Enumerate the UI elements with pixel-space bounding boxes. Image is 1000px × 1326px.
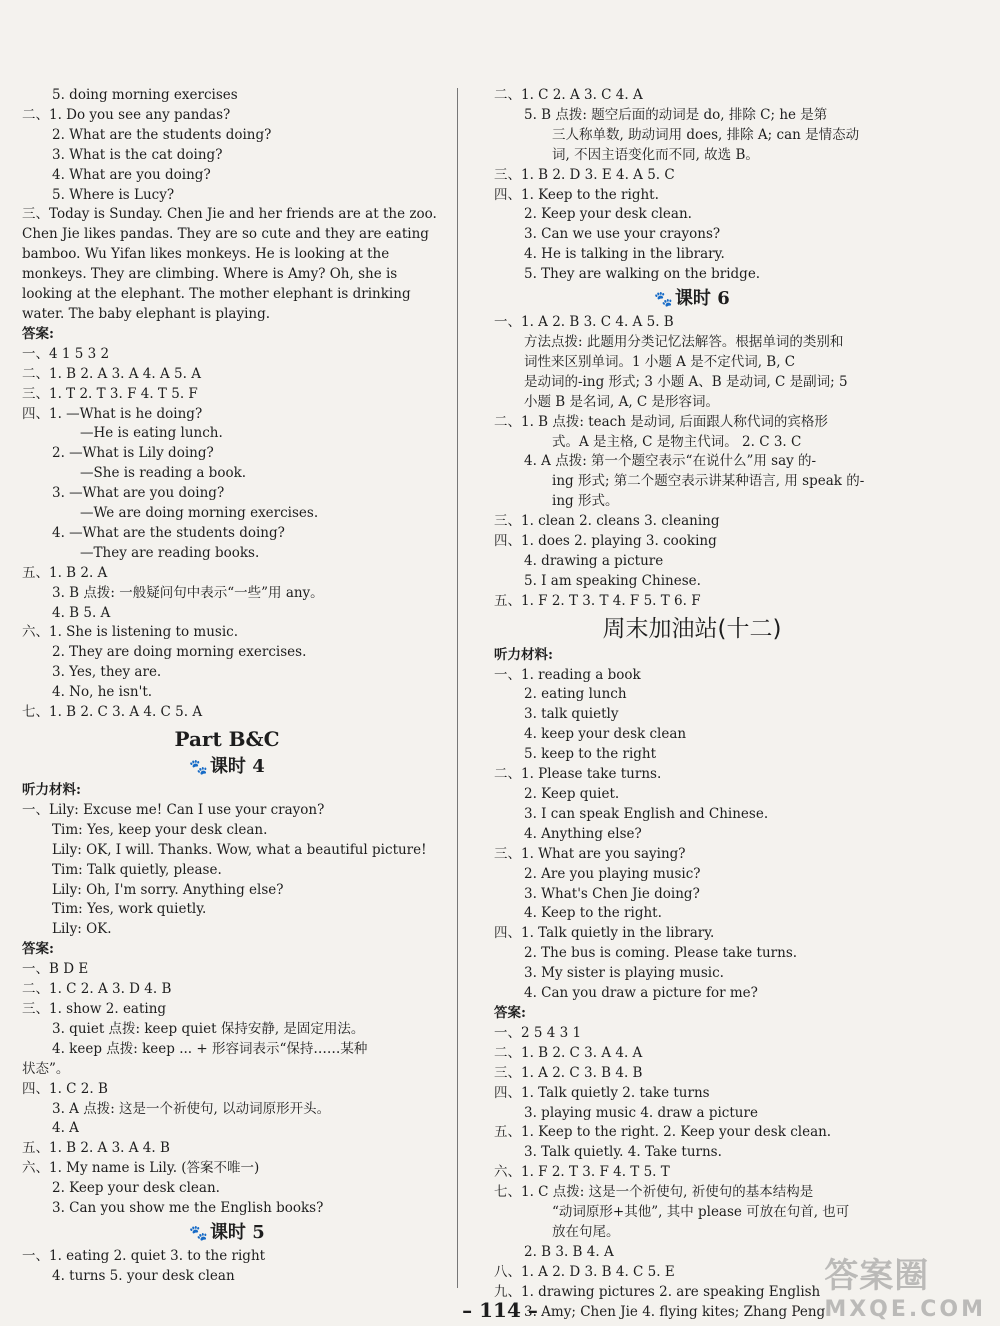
line-text: 二、1. Please take turns. <box>494 766 662 783</box>
answer-line <box>494 353 890 373</box>
line-text: 三、1. T 2. T 3. F 4. T 5. F <box>22 385 198 402</box>
answer-line <box>494 805 890 825</box>
line-text: 3. Yes, they are. <box>52 664 162 681</box>
line-text: 二、1. B 2. A 3. A 4. A 5. A <box>22 365 201 382</box>
line-text: 周末加油站(十二) <box>602 615 782 642</box>
line-text: 4. keep 点拨: keep ... + 形容词表示“保持……某种 <box>52 1040 368 1057</box>
line-text: 一、2 5 4 3 1 <box>494 1024 582 1041</box>
line-text: 2. Keep quiet. <box>524 786 620 802</box>
line-text: 2. Are you playing music? <box>524 865 701 882</box>
answer-line <box>22 385 432 405</box>
line-text: 一、B D E <box>22 961 89 978</box>
line-text: Lily: OK. <box>52 921 112 938</box>
line-text: 五、1. Keep to the right. 2. Keep your desk clean. <box>494 1124 832 1141</box>
line-text: 三、Today is Sunday. Chen Jie and her friends are at the zoo. <box>22 206 437 223</box>
answer-line <box>494 825 890 845</box>
line-text: 5. Where is Lucy? <box>52 186 175 203</box>
answer-line <box>22 821 432 841</box>
line-text: 5. B 点拨: 题空后面的动词是 do, 排除 C; he 是第 <box>524 106 828 123</box>
section-label <box>22 940 432 960</box>
line-text: 五、1. F 2. T 3. T 4. F 5. T 6. F <box>494 592 701 609</box>
answer-line <box>22 663 432 683</box>
watermark <box>824 1248 986 1322</box>
line-text: 小题 B 是名词, A, C 是形容词。 <box>524 393 720 410</box>
weekend-heading <box>494 612 890 646</box>
answer-line <box>22 1020 432 1040</box>
answer-line <box>22 900 432 920</box>
page-number: – 114 – <box>462 1298 538 1322</box>
answer-line <box>22 1179 432 1199</box>
answer-line <box>494 106 890 126</box>
answer-line <box>22 1060 432 1080</box>
answer-line <box>22 106 432 126</box>
watermark-sub: MXQE.COM <box>824 1297 986 1322</box>
answer-line <box>494 186 890 206</box>
line-text: Chen Jie likes pandas. They are so cute and they are eating <box>22 226 429 243</box>
section-label <box>494 1004 890 1024</box>
answer-line <box>494 333 890 353</box>
answer-line <box>494 512 890 532</box>
line-text: 3. Amy; Chen Jie 4. flying kites; Zhang Peng <box>524 1303 826 1320</box>
line-text: 一、1. A 2. B 3. C 4. A 5. B <box>494 314 674 331</box>
line-text: 5. doing morning exercises <box>52 87 238 103</box>
answer-line <box>494 313 890 333</box>
line-text: 3. My sister is playing music. <box>524 965 724 982</box>
line-text: 3. What's Chen Jie doing? <box>524 885 700 902</box>
line-text: 4. What are you doing? <box>52 166 211 183</box>
answer-line <box>22 881 432 901</box>
answer-line <box>494 592 890 612</box>
line-text: 4. Can you draw a picture for me? <box>524 985 758 1002</box>
answer-line <box>494 1183 890 1203</box>
line-text: 5. They are walking on the bridge. <box>524 266 761 283</box>
line-text: 四、1. does 2. playing 3. cooking <box>494 533 717 550</box>
line-text: looking at the elephant. The mother elephant is drinking <box>22 286 411 303</box>
answer-line <box>494 745 890 765</box>
line-text: —He is eating lunch. <box>80 425 223 442</box>
answer-line <box>494 845 890 865</box>
answer-line <box>22 365 432 385</box>
answer-line <box>494 725 890 745</box>
answer-line <box>22 504 432 524</box>
line-text: 4. —What are the students doing? <box>52 524 285 541</box>
answer-line <box>494 146 890 166</box>
line-text: 二、1. C 2. A 3. C 4. A <box>494 87 643 103</box>
line-text: 4. Anything else? <box>524 825 642 842</box>
answer-line <box>22 444 432 464</box>
lesson-heading <box>22 1219 432 1247</box>
answer-line <box>494 1123 890 1143</box>
answer-line <box>22 245 432 265</box>
line-text: 4. drawing a picture <box>524 552 664 569</box>
answer-line <box>494 1203 890 1223</box>
answer-line <box>494 552 890 572</box>
line-text: ing 形式; 第二个题空表示讲某种语言, 用 speak 的- <box>552 473 865 490</box>
right-column <box>494 86 890 1322</box>
answer-line <box>494 685 890 705</box>
answer-line <box>22 861 432 881</box>
line-text: 4. A 点拨: 第一个题空表示“在说什么”用 say 的- <box>524 453 817 470</box>
answer-line <box>22 1040 432 1060</box>
answer-line <box>22 1139 432 1159</box>
line-text: 二、1. B 2. C 3. A 4. A <box>494 1044 643 1061</box>
line-text: 3. quiet 点拨: keep quiet 保持安静, 是固定用法。 <box>52 1020 365 1037</box>
line-text: 2. Keep your desk clean. <box>52 1180 220 1197</box>
answer-line <box>494 984 890 1004</box>
line-text: 3. B 点拨: 一般疑问句中表示“一些”用 any。 <box>52 584 324 601</box>
line-text: 四、1. Talk quietly 2. take turns <box>494 1084 710 1101</box>
answer-line <box>22 1199 432 1219</box>
line-text: 二、1. C 2. A 3. D 4. B <box>22 981 172 998</box>
line-text: 2. eating lunch <box>524 686 627 703</box>
answer-line <box>22 1119 432 1139</box>
line-text: Part B&C <box>174 727 280 751</box>
line-text: —They are reading books. <box>80 544 260 561</box>
line-text: 一、4 1 5 3 2 <box>22 345 110 362</box>
line-text: 课时 4 <box>209 756 265 777</box>
answer-line <box>494 413 890 433</box>
line-text: 词, 不因主语变化而不同, 故选 B。 <box>552 146 759 163</box>
line-text: 三人称单数, 助动词用 does, 排除 A; can 是情态动 <box>552 126 860 143</box>
answer-line <box>22 484 432 504</box>
line-text: 4. keep your desk clean <box>524 726 687 743</box>
answer-line <box>22 285 432 305</box>
line-text: “动词原形+其他”, 其中 please 可放在句首, 也可 <box>552 1204 850 1221</box>
line-text: monkeys. They are climbing. Where is Amy? Oh, she is <box>22 266 398 283</box>
line-text: Lily: Oh, I'm sorry. Anything else? <box>52 881 284 898</box>
line-text: 三、1. A 2. C 3. B 4. B <box>494 1064 643 1081</box>
answer-line <box>22 1100 432 1120</box>
answer-line <box>494 572 890 592</box>
answer-line <box>22 1159 432 1179</box>
line-text: 2. The bus is coming. Please take turns. <box>524 945 798 962</box>
line-text: 听力材料: <box>22 782 81 798</box>
section-label <box>494 646 890 666</box>
answer-line <box>22 643 432 663</box>
line-text: 答案: <box>494 1004 526 1021</box>
answer-line <box>494 765 890 785</box>
answer-line <box>494 964 890 984</box>
column-divider <box>457 88 458 1288</box>
line-text: 4. Keep to the right. <box>524 905 662 922</box>
line-text: 课时 5 <box>209 1221 265 1243</box>
answer-line <box>22 464 432 484</box>
line-text: 4. B 5. A <box>52 604 111 621</box>
answer-line <box>22 126 432 146</box>
answer-line <box>22 405 432 425</box>
answer-line <box>494 944 890 964</box>
section-label <box>22 325 432 345</box>
line-text: 4. He is talking in the library. <box>524 246 725 263</box>
line-text: 3. A 点拨: 这是一个祈使句, 以动词原形开头。 <box>52 1100 331 1117</box>
line-text: 答案: <box>22 325 54 342</box>
answer-line <box>494 86 890 106</box>
answer-line <box>22 1267 432 1287</box>
line-text: 三、1. show 2. eating <box>22 1000 167 1017</box>
answer-line <box>22 544 432 564</box>
answer-line <box>22 186 432 206</box>
answer-line <box>22 801 432 821</box>
lesson-heading <box>22 753 432 781</box>
answer-line <box>494 205 890 225</box>
line-text: 3. Can you show me the English books? <box>52 1200 324 1217</box>
line-text: 四、1. Keep to the right. <box>494 186 659 203</box>
line-text: Tim: Yes, keep your desk clean. <box>52 821 268 838</box>
line-text: 六、1. She is listening to music. <box>22 624 238 641</box>
answer-line <box>22 623 432 643</box>
line-text: 4. No, he isn't. <box>52 684 153 701</box>
answer-line <box>494 492 890 512</box>
line-text: 4. turns 5. your desk clean <box>52 1267 235 1284</box>
line-text: 放在句尾。 <box>552 1223 620 1240</box>
line-text: 3. I can speak English and Chinese. <box>524 805 769 822</box>
answer-line <box>22 1000 432 1020</box>
line-text: 课时 6 <box>674 288 730 310</box>
answer-line <box>494 1044 890 1064</box>
answer-line <box>494 472 890 492</box>
answer-line <box>494 666 890 686</box>
line-text: 2. B 3. B 4. A <box>524 1243 614 1260</box>
answer-line <box>494 265 890 285</box>
answer-line <box>494 373 890 393</box>
line-text: Tim: Talk quietly, please. <box>52 861 222 878</box>
line-text: 3. Talk quietly. 4. Take turns. <box>524 1144 722 1161</box>
answer-line <box>22 205 437 225</box>
line-text: 3. —What are you doing? <box>52 485 225 502</box>
line-text: Lily: OK, I will. Thanks. Wow, what a beautiful picture! <box>52 841 427 858</box>
answer-line <box>494 126 890 146</box>
answer-line <box>494 1064 890 1084</box>
line-text: 一、Lily: Excuse me! Can I use your crayon? <box>22 801 325 818</box>
line-text: 四、1. —What is he doing? <box>22 405 203 422</box>
section-heading <box>22 725 432 753</box>
answer-line <box>22 524 432 544</box>
line-text: 五、1. B 2. A <box>22 564 108 581</box>
answer-line <box>494 166 890 186</box>
answer-line <box>494 1104 890 1124</box>
line-text: 五、1. B 2. A 3. A 4. B <box>22 1140 170 1157</box>
line-text: 听力材料: <box>494 646 553 663</box>
line-text: 六、1. F 2. T 3. F 4. T 5. T <box>494 1164 670 1181</box>
answer-line <box>22 564 432 584</box>
line-text: 二、1. B 点拨: teach 是动词, 后面跟人称代词的宾格形 <box>494 413 828 430</box>
watermark-main: 答案圈 <box>824 1256 930 1296</box>
answer-line <box>494 452 890 472</box>
line-text: bamboo. Wu Yifan likes monkeys. He is looking at the <box>22 246 390 263</box>
lesson-heading <box>494 285 890 313</box>
answer-line <box>494 785 890 805</box>
answer-line <box>494 225 890 245</box>
line-text: 三、1. What are you saying? <box>494 845 686 862</box>
section-label <box>22 781 432 801</box>
line-text: 2. They are doing morning exercises. <box>52 644 307 661</box>
left-column <box>22 86 437 1287</box>
line-text: 5. keep to the right <box>524 746 657 763</box>
line-text: 3. What is the cat doing? <box>52 146 223 163</box>
paw-icon: 🐾 <box>189 1223 208 1242</box>
line-text: 2. —What is Lily doing? <box>52 445 214 462</box>
answer-line <box>494 393 890 413</box>
line-text: 一、1. reading a book <box>494 666 641 683</box>
line-text: 5. I am speaking Chinese. <box>524 572 701 589</box>
line-text: 2. What are the students doing? <box>52 126 272 143</box>
line-text: 三、1. clean 2. cleans 3. cleaning <box>494 513 720 530</box>
answer-line <box>22 584 432 604</box>
answer-line <box>494 705 890 725</box>
answer-line <box>22 703 432 723</box>
answer-line <box>22 424 432 444</box>
answer-line <box>494 885 890 905</box>
answer-line <box>494 904 890 924</box>
answer-line <box>494 1024 890 1044</box>
answer-line <box>22 1080 432 1100</box>
line-text: 3. talk quietly <box>524 706 619 723</box>
line-text: 状态”。 <box>22 1060 70 1077</box>
line-text: 九、1. drawing pictures 2. are speaking English <box>494 1283 821 1300</box>
line-text: 八、1. A 2. D 3. B 4. C 5. E <box>494 1263 675 1280</box>
line-text: 四、1. Talk quietly in the library. <box>494 925 715 942</box>
line-text: Tim: Yes, work quietly. <box>52 901 207 918</box>
line-text: 3. playing music 4. draw a picture <box>524 1104 758 1121</box>
answer-line <box>494 532 890 552</box>
line-text: 答案: <box>22 941 54 958</box>
answer-line <box>494 1163 890 1183</box>
line-text: 是动词的-ing 形式; 3 小题 A、B 是动词, C 是副词; 5 <box>524 373 848 390</box>
line-text: water. The baby elephant is playing. <box>22 305 271 322</box>
answer-line <box>22 920 432 940</box>
answer-line <box>22 305 432 325</box>
line-text: 3. Can we use your crayons? <box>524 226 721 243</box>
line-text: 四、1. C 2. B <box>22 1080 108 1097</box>
line-text: 三、1. B 2. D 3. E 4. A 5. C <box>494 166 675 183</box>
answer-line <box>22 980 432 1000</box>
answer-line <box>494 245 890 265</box>
line-text: 2. Keep your desk clean. <box>524 206 692 223</box>
answer-line <box>22 146 432 166</box>
answer-line <box>22 86 432 106</box>
line-text: 七、1. C 点拨: 这是一个祈使句, 祈使句的基本结构是 <box>494 1184 814 1201</box>
line-text: —She is reading a book. <box>80 465 247 482</box>
answer-line <box>22 265 432 285</box>
line-text: —We are doing morning exercises. <box>80 505 319 522</box>
answer-line <box>494 1223 890 1243</box>
line-text: 一、1. eating 2. quiet 3. to the right <box>22 1247 266 1264</box>
answer-line <box>22 683 432 703</box>
answer-line <box>22 604 432 624</box>
line-text: 词性来区别单词。1 小题 A 是不定代词, B, C <box>524 353 796 370</box>
line-text: ing 形式。 <box>552 493 619 510</box>
line-text: 方法点拨: 此题用分类记忆法解答。根据单词的类别和 <box>524 333 844 350</box>
answer-line <box>22 1247 432 1267</box>
answer-line <box>22 345 432 365</box>
answer-line <box>22 841 432 861</box>
line-text: 式。A 是主格, C 是物主代词。 2. C 3. C <box>552 433 802 450</box>
answer-line <box>22 166 432 186</box>
paw-icon: 🐾 <box>654 290 673 309</box>
answer-line <box>494 1143 890 1163</box>
answer-line <box>22 960 432 980</box>
line-text: 七、1. B 2. C 3. A 4. C 5. A <box>22 704 203 721</box>
paw-icon: 🐾 <box>189 758 208 776</box>
answer-line <box>494 865 890 885</box>
line-text: 二、1. Do you see any pandas? <box>22 106 231 123</box>
line-text: 4. A <box>52 1120 79 1137</box>
answer-line <box>494 1084 890 1104</box>
line-text: 六、1. My name is Lily. (答案不唯一) <box>22 1160 260 1177</box>
answer-line <box>494 433 890 453</box>
answer-line <box>494 924 890 944</box>
answer-line <box>22 225 432 245</box>
